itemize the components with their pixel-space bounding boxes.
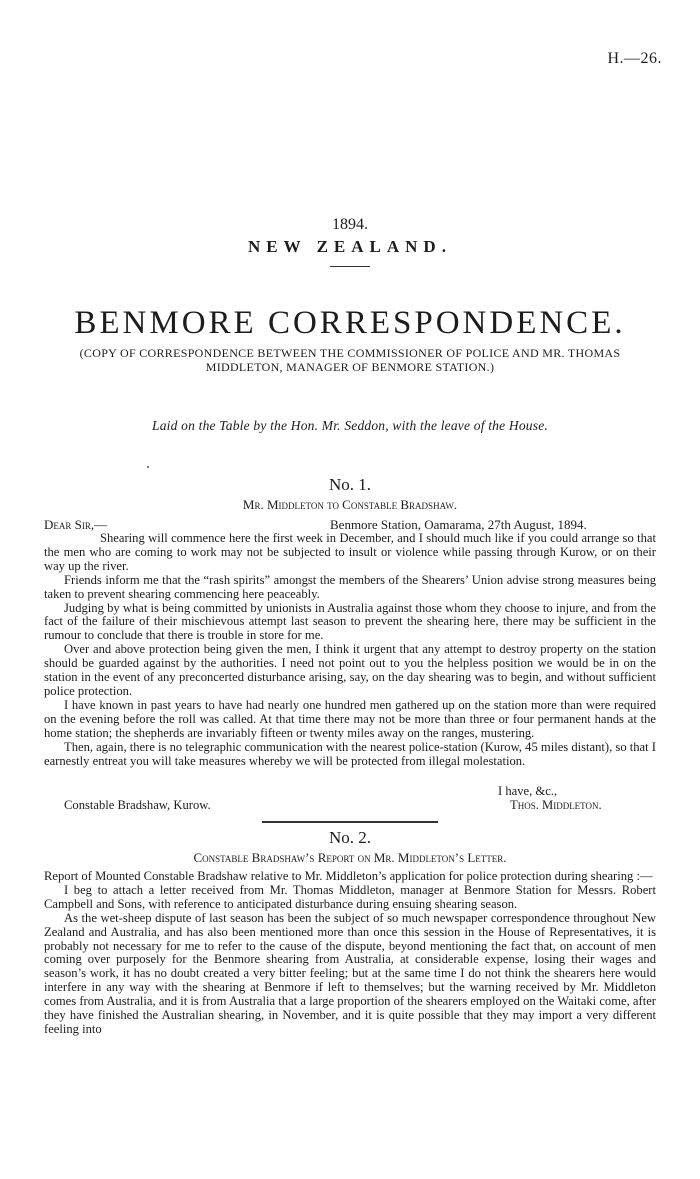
letter-1-body [44,532,656,768]
letter-1-dateline: Benmore Station, Oamarama, 27th August, 1894. [330,517,587,532]
letter-2-number: No. 2. [328,828,372,847]
document-title: BENMORE CORRESPONDENCE. [74,305,626,341]
letter-1-number: No. 1. [328,475,372,494]
letter-1-paragraph: Judging by what is being committed by unionists in Australia against those whom they choose to injure, and from the fact of the failure of their mischievous attempt last season to prevent the shearing here, there may be sufficient in the rumour to conclude that there is trouble in store for me. [44,600,656,643]
letter-1-paragraph: Then, again, there is no telegraphic communication with the nearest police-station (Kurow, 45 miles distant), so that I earnestly entreat you will take measures whereby we will be protected from illegal molestation. [44,739,656,768]
letter-2-body [44,870,656,1037]
letter-1-salutation: Dear Sir,— [44,517,108,532]
letter-1-paragraph: Shearing will commence here the first week in December, and I should much like if you could arrange so that the men who are coming to work may not be subjected to insult or violence while passing through Kurow, or on their way up the river. [44,531,656,573]
document-subtitle [50,346,650,374]
letter-1-signature: Thos. Middleton. [510,798,602,812]
letter-2-paragraph: As the wet-sheep dispute of last season has been the subject of so much newspaper correspondence throughout New Zealand and Australia, and has also been mentioned more than once this session in the House of Representatives, it is probably not necessary for me to refer to the cause of the dispute, beyond mentioning the fact that, on account of men coming over purposely for the Benmore shearing from Australia, at considerable expense, losing their wages and season’s work, it has no doubt created a very bitter feeling; but at the same time I do not think the shearers here would interfere in any way with the shearing at Benmore if left to themselves; but the warning received by Mr. Middleton comes from Australia, and it is from Australia that a large proportion of the shearers employed on the Waitaki come, after they have finished the Australian shearing, in November, and it is quite possible that they may import a very different feeling into [44,910,656,1036]
short-divider [330,266,370,267]
section-divider [262,821,438,823]
letter-1-addressee: Constable Bradshaw, Kurow. [64,798,211,812]
page-reference: H.—26. [607,50,662,67]
letter-1-closing: I have, &c., [498,784,558,798]
letter-2-heading: Constable Bradshaw’s Report on Mr. Middleton’s Letter. [193,850,507,865]
letter-1-paragraph: Friends inform me that the “rash spirits” amongst the members of the Shearers’ Union advise strong measures being taken to prevent shearing commencing here peaceably. [44,572,656,601]
stray-mark [147,466,149,468]
subtitle-line-2: MIDDLETON, MANAGER OF BENMORE STATION.) [205,360,495,374]
document-year: 1894. [332,216,368,233]
letter-1-paragraph: Over and above protection being given the men, I think it urgent that any attempt to destroy property on the station should be guarded against by the authorities. I need not point out to you the helpless position we would be in on the station in the event of any preconcerted disturbance arising, say, on the day shearing was to begin, and without sufficient police protection. [44,642,656,698]
country-heading: NEW ZEALAND. [248,237,452,256]
letter-1-heading: Mr. Middleton to Constable Bradshaw. [242,497,458,512]
letter-2-intro: Report of Mounted Constable Bradshaw relative to Mr. Middleton’s application for police protection during shearing :— [44,869,653,883]
letter-1-paragraph: I have known in past years to have had nearly one hundred men gathered up on the station more than were required on the evening before the roll was called. At that time there may not be more than three or four permanent hands at the home station; the shepherds are invariably fifteen or twenty miles away on the ranges, mustering. [44,697,656,740]
laid-on-table-note: Laid on the Table by the Hon. Mr. Seddon, with the leave of the House. [152,418,548,433]
subtitle-line-1: (COPY OF CORRESPONDENCE BETWEEN THE COMMISSIONER OF POLICE AND MR. THOMAS [79,346,621,360]
letter-2-paragraph: I beg to attach a letter received from Mr. Thomas Middleton, manager at Benmore Station for Messrs. Robert Campbell and Sons, with reference to anticipated disturbance during ensuing shearing season. [44,882,656,911]
